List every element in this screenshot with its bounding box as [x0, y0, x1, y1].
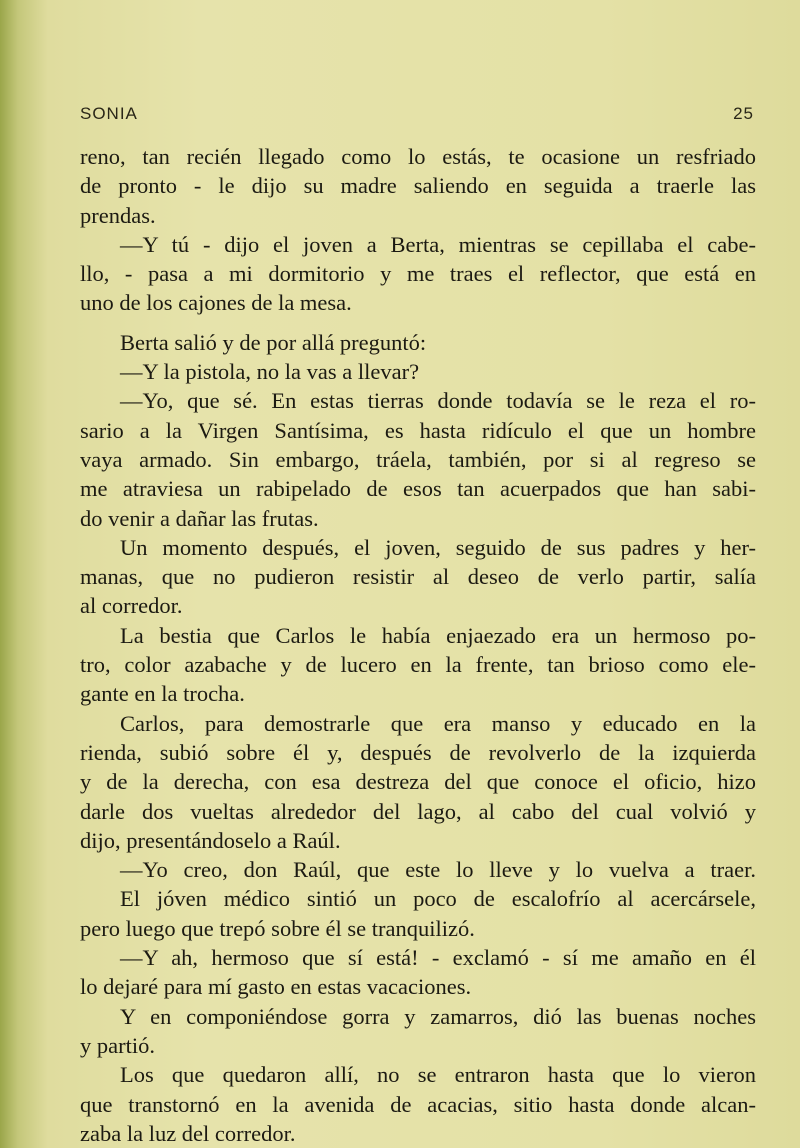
text-line: y partió. — [80, 1032, 155, 1058]
text-line: de pronto - le dijo su madre saliendo en seguida a traerle las — [80, 173, 756, 199]
text-line: pero luego que trepó sobre él se tranquilizó. — [80, 915, 475, 941]
text-line: —Y tú - dijo el joven a Berta, mientras se cepillaba el cabe- — [120, 231, 756, 257]
text-line: gante en la trocha. — [80, 681, 245, 707]
text-line: dijo, presentándoselo a Raúl. — [80, 827, 341, 853]
text-line: do venir a dañar las frutas. — [80, 505, 319, 531]
text-line: tro, color azabache y de lucero en la frente, tan brioso como ele- — [80, 652, 756, 678]
running-title: SONIA — [80, 104, 138, 123]
text-line: prendas. — [80, 202, 156, 228]
text-line: Y en componiéndose gorra y zamarros, dió las buenas noches — [120, 1003, 756, 1029]
text-line: llo, - pasa a mi dormitorio y me traes el reflector, que está en — [80, 261, 756, 287]
text-line: rienda, subió sobre él y, después de revolverlo de la izquierda — [80, 739, 756, 765]
running-header — [80, 101, 754, 127]
text-line: y de la derecha, con esa destreza del que conoce el oficio, hizo — [80, 769, 756, 795]
text-line: El jóven médico sintió un poco de escalofrío al acercársele, — [120, 886, 756, 912]
text-line: —Yo creo, don Raúl, que este lo lleve y lo vuelva a traer. — [120, 857, 756, 883]
text-line: manas, que no pudieron resistir al deseo de verlo partir, salía — [80, 564, 756, 590]
text-line: Berta salió y de por allá preguntó: — [120, 329, 427, 355]
page-number: 25 — [733, 104, 754, 123]
body-text — [80, 142, 756, 1148]
text-line: me atraviesa un rabipelado de esos tan acuerpados que han sabi- — [80, 476, 756, 502]
text-line: Un momento después, el joven, seguido de sus padres y her- — [120, 534, 756, 560]
text-line: vaya armado. Sin embargo, tráela, también, por si al regreso se — [80, 446, 756, 472]
text-line: —Y la pistola, no la vas a llevar? — [120, 359, 420, 385]
text-line: darle dos vueltas alrededor del lago, al cabo del cual volvió y — [80, 798, 756, 824]
text-line: Carlos, para demostrarle que era manso y educado en la — [120, 710, 756, 736]
text-line: lo dejaré para mí gasto en estas vacaciones. — [80, 974, 472, 1000]
text-line: que transtornó en la avenida de acacias, sitio hasta donde alcan- — [80, 1091, 756, 1117]
text-line: uno de los cajones de la mesa. — [80, 290, 352, 316]
text-line: Los que quedaron allí, no se entraron hasta que lo vieron — [120, 1062, 756, 1088]
text-line: al corredor. — [80, 593, 183, 619]
text-line: sario a la Virgen Santísima, es hasta ridículo el que un hombre — [80, 417, 756, 443]
text-line: —Yo, que sé. En estas tierras donde todavía se le reza el ro- — [120, 388, 756, 414]
text-line: —Y ah, hermoso que sí está! - exclamó - sí me amaño en él — [120, 945, 756, 971]
text-line: La bestia que Carlos le había enjaezado era un hermoso po- — [120, 622, 756, 648]
text-line: zaba la luz del corredor. — [80, 1120, 296, 1146]
text-line: reno, tan recién llegado como lo estás, te ocasione un resfriado — [80, 144, 756, 169]
